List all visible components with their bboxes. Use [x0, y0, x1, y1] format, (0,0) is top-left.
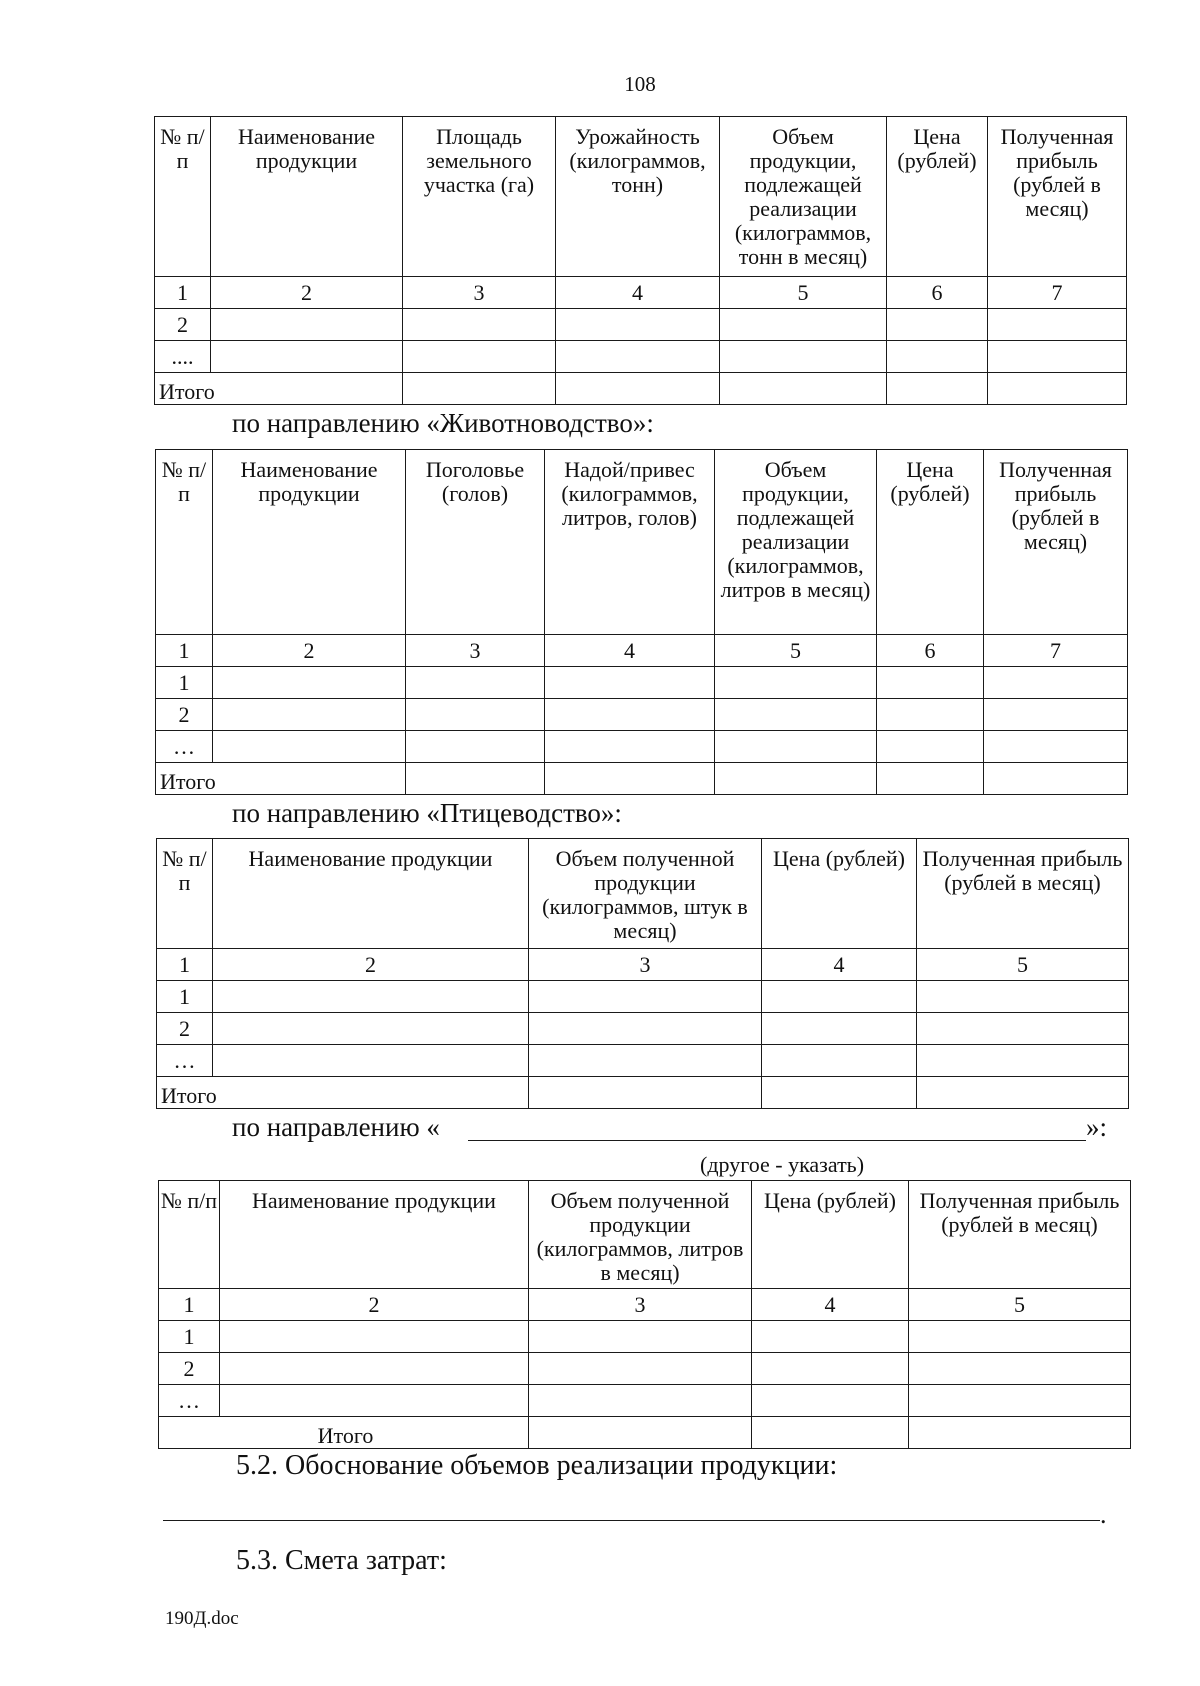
column-number: 2 [220, 1289, 529, 1321]
empty-cell [877, 731, 984, 763]
total-label: Итого [155, 373, 403, 405]
column-number: 2 [211, 277, 403, 309]
empty-cell [917, 1045, 1129, 1077]
row-number: 2 [155, 309, 211, 341]
page-number: 108 [624, 72, 656, 96]
row-number: … [159, 1385, 220, 1417]
header-cell: Поголовье (голов) [406, 450, 545, 635]
empty-cell [917, 1013, 1129, 1045]
table-row [159, 1353, 1131, 1385]
empty-cell [887, 341, 988, 373]
total-label: Итого [156, 763, 406, 795]
empty-cell [988, 309, 1127, 341]
empty-cell [720, 309, 887, 341]
column-number: 4 [545, 635, 715, 667]
empty-cell [984, 667, 1128, 699]
empty-cell [988, 341, 1127, 373]
empty-cell [213, 981, 529, 1013]
table-row-total [157, 1077, 1129, 1109]
header-cell: Объем продукции, подлежащей реализации (килограммов, тонн в месяц) [720, 117, 887, 277]
total-label: Итого [159, 1417, 529, 1449]
row-number: 1 [157, 981, 213, 1013]
empty-cell [406, 699, 545, 731]
column-number: 2 [213, 635, 406, 667]
table-row [157, 1013, 1129, 1045]
empty-cell [984, 699, 1128, 731]
row-number: 1 [156, 667, 213, 699]
empty-cell [213, 731, 406, 763]
empty-cell [403, 341, 556, 373]
livestock-table [155, 449, 1128, 795]
empty-cell [211, 309, 403, 341]
empty-cell [406, 763, 545, 795]
empty-cell [403, 309, 556, 341]
column-number: 1 [159, 1289, 220, 1321]
column-number: 7 [984, 635, 1128, 667]
line-end-period: . [1100, 1500, 1107, 1529]
row-number: 1 [159, 1321, 220, 1353]
header-cell: № п/п [159, 1181, 220, 1289]
column-number: 2 [213, 949, 529, 981]
column-number: 3 [403, 277, 556, 309]
empty-cell [715, 731, 877, 763]
header-cell: № п/п [156, 450, 213, 635]
column-number: 5 [715, 635, 877, 667]
section-other-hint: (другое - указать) [700, 1152, 865, 1177]
empty-cell [545, 667, 715, 699]
empty-cell [762, 1045, 917, 1077]
section-poultry: по направлению «Птицеводство»: [232, 798, 622, 828]
header-cell: Объем продукции, подлежащей реализации (килограммов, литров в месяц) [715, 450, 877, 635]
empty-cell [887, 373, 988, 405]
table-row [157, 981, 1129, 1013]
empty-cell [752, 1417, 909, 1449]
crop-table [154, 116, 1127, 405]
empty-cell [545, 731, 715, 763]
empty-cell [403, 373, 556, 405]
table-row [157, 1045, 1129, 1077]
header-cell: Полученная прибыль (рублей в месяц) [984, 450, 1128, 635]
header-cell: Цена (рублей) [887, 117, 988, 277]
column-number: 6 [877, 635, 984, 667]
row-number: 2 [157, 1013, 213, 1045]
header-cell: № п/п [157, 839, 213, 949]
empty-cell [877, 667, 984, 699]
empty-cell [529, 1013, 762, 1045]
empty-cell [877, 699, 984, 731]
header-cell: Наименование продукции [220, 1181, 529, 1289]
header-cell: Цена (рублей) [752, 1181, 909, 1289]
heading-5-3: 5.3. Смета затрат: [236, 1545, 447, 1576]
empty-cell [545, 699, 715, 731]
empty-cell [715, 763, 877, 795]
empty-cell [720, 373, 887, 405]
header-cell: Объем полученной продукции (килограммов, литров в месяц) [529, 1181, 752, 1289]
empty-cell [762, 1013, 917, 1045]
column-number: 4 [762, 949, 917, 981]
row-number: 2 [159, 1353, 220, 1385]
empty-cell [556, 309, 720, 341]
header-cell: Цена (рублей) [762, 839, 917, 949]
header-cell: Наименование продукции [211, 117, 403, 277]
empty-cell [220, 1353, 529, 1385]
header-cell: Урожайность (килограммов, тонн) [556, 117, 720, 277]
empty-cell [213, 1013, 529, 1045]
empty-cell [909, 1353, 1131, 1385]
section-other-suffix: »: [1086, 1112, 1108, 1142]
column-number: 4 [556, 277, 720, 309]
column-number: 1 [156, 635, 213, 667]
column-number: 1 [155, 277, 211, 309]
empty-cell [529, 1077, 762, 1109]
empty-cell [529, 1385, 752, 1417]
table-row-total [155, 373, 1127, 405]
footer-file-name: 190Д.doc [165, 1608, 239, 1629]
table-row [155, 309, 1127, 341]
table-row-total [156, 763, 1128, 795]
total-label: Итого [157, 1077, 529, 1109]
empty-cell [752, 1353, 909, 1385]
empty-cell [715, 667, 877, 699]
empty-cell [213, 1045, 529, 1077]
table-row [155, 341, 1127, 373]
empty-cell [529, 1417, 752, 1449]
empty-cell [762, 1077, 917, 1109]
table-row [156, 667, 1128, 699]
empty-cell [917, 981, 1129, 1013]
header-cell: Площадь земельного участка (га) [403, 117, 556, 277]
header-cell: Надой/привес (килограммов, литров, голов) [545, 450, 715, 635]
row-number: … [157, 1045, 213, 1077]
header-cell: Полученная прибыль (рублей в месяц) [917, 839, 1129, 949]
header-cell: Полученная прибыль (рублей в месяц) [909, 1181, 1131, 1289]
table-row [156, 699, 1128, 731]
poultry-table [156, 838, 1129, 1109]
empty-cell [720, 341, 887, 373]
empty-cell [909, 1385, 1131, 1417]
empty-cell [213, 667, 406, 699]
empty-cell [909, 1321, 1131, 1353]
row-number: 2 [156, 699, 213, 731]
empty-cell [545, 763, 715, 795]
empty-cell [529, 1353, 752, 1385]
column-number: 5 [909, 1289, 1131, 1321]
empty-cell [220, 1385, 529, 1417]
empty-cell [211, 341, 403, 373]
row-number: … [156, 731, 213, 763]
empty-cell [529, 981, 762, 1013]
column-number: 3 [406, 635, 545, 667]
heading-5-2: 5.2. Обоснование объемов реализации продукции: [236, 1450, 838, 1481]
header-cell: Цена (рублей) [877, 450, 984, 635]
table-row [159, 1385, 1131, 1417]
header-cell: Объем полученной продукции (килограммов, штук в месяц) [529, 839, 762, 949]
column-number: 1 [157, 949, 213, 981]
table-row [156, 731, 1128, 763]
empty-cell [909, 1417, 1131, 1449]
empty-cell [917, 1077, 1129, 1109]
empty-cell [556, 341, 720, 373]
section-livestock: по направлению «Животноводство»: [232, 408, 654, 438]
other-table [158, 1180, 1131, 1449]
empty-cell [406, 667, 545, 699]
column-number: 6 [887, 277, 988, 309]
column-number: 5 [917, 949, 1129, 981]
column-number: 5 [720, 277, 887, 309]
other-direction-blank-line [468, 1140, 1086, 1141]
empty-cell [887, 309, 988, 341]
empty-cell [529, 1045, 762, 1077]
empty-cell [556, 373, 720, 405]
empty-cell [213, 699, 406, 731]
table-row [159, 1321, 1131, 1353]
empty-cell [877, 763, 984, 795]
empty-cell [752, 1321, 909, 1353]
empty-cell [762, 981, 917, 1013]
column-number: 4 [752, 1289, 909, 1321]
column-number: 3 [529, 1289, 752, 1321]
header-cell: № п/п [155, 117, 211, 277]
table-row-total [159, 1417, 1131, 1449]
header-cell: Наименование продукции [213, 839, 529, 949]
column-number: 7 [988, 277, 1127, 309]
empty-cell [984, 763, 1128, 795]
header-cell: Наименование продукции [213, 450, 406, 635]
empty-cell [984, 731, 1128, 763]
empty-cell [752, 1385, 909, 1417]
column-number: 3 [529, 949, 762, 981]
empty-cell [715, 699, 877, 731]
empty-cell [988, 373, 1127, 405]
empty-cell [220, 1321, 529, 1353]
header-cell: Полученная прибыль (рублей в месяц) [988, 117, 1127, 277]
empty-cell [406, 731, 545, 763]
justification-blank-line [163, 1520, 1100, 1521]
row-number: .... [155, 341, 211, 373]
section-other-prefix: по направлению « [232, 1112, 440, 1142]
empty-cell [529, 1321, 752, 1353]
